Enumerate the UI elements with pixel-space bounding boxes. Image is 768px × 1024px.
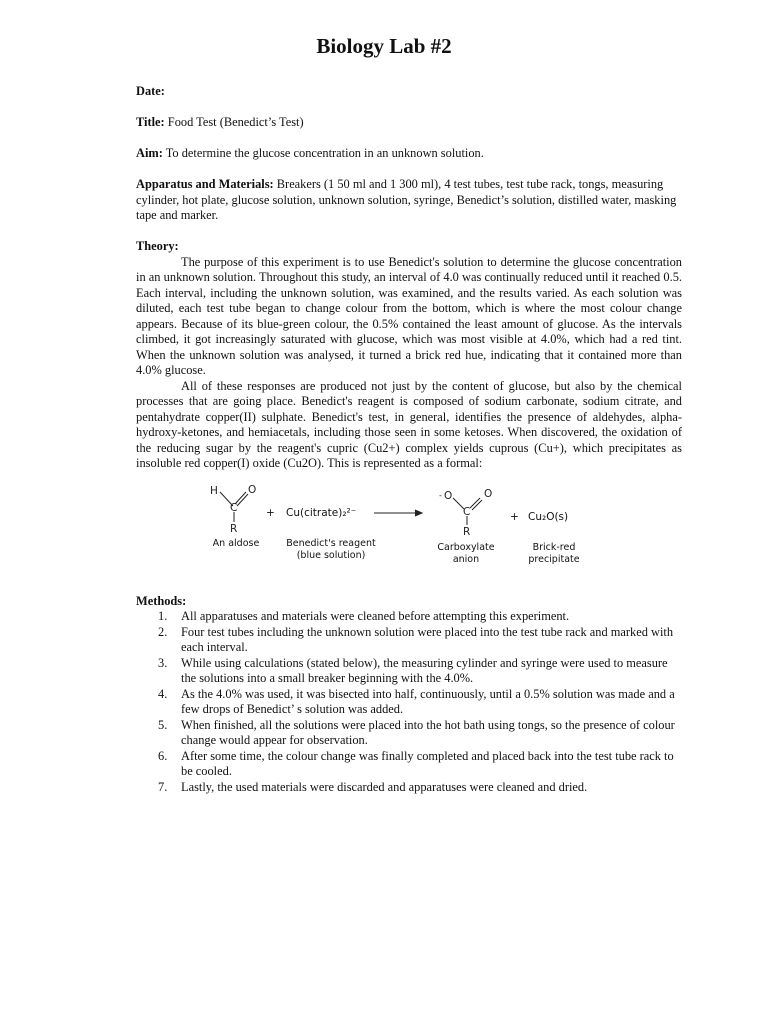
methods-item bbox=[136, 656, 682, 687]
methods-item bbox=[136, 718, 682, 749]
methods-item-text: Lastly, the used materials were discarded and apparatuses were cleaned and dried. bbox=[181, 779, 588, 794]
svg-text:-: - bbox=[439, 490, 442, 500]
carboxylate-label bbox=[426, 542, 506, 566]
carboxylate-label-line-1: Carboxylate bbox=[437, 541, 495, 553]
precipitate-label-line-2: precipitate bbox=[528, 553, 580, 565]
methods-item bbox=[136, 687, 682, 718]
page-title: Biology Lab #2 bbox=[316, 34, 452, 58]
methods-item bbox=[136, 625, 682, 656]
aim-value: To determine the glucose concentration in an unknown solution. bbox=[165, 146, 484, 160]
methods-item bbox=[136, 609, 682, 625]
methods-item-text: After some time, the colour change was finally completed and placed back into the test tube rack to be cooled. bbox=[181, 748, 674, 778]
apparatus-value: Breakers (1 50 ml and 1 300 ml), 4 test tubes, test tube rack, tongs, measuring cylinder, hot plate, glucose solution, unknown solution, syringe, Benedict’s solution, distilled water, masking tape and marker. bbox=[136, 177, 677, 222]
document-body bbox=[136, 84, 682, 795]
methods-item-number: 2. bbox=[158, 624, 168, 639]
reaction-scheme-drawing bbox=[136, 482, 682, 586]
methods-list bbox=[136, 609, 682, 795]
theory-paragraph-2: All of these responses are produced not just by the content of glucose, but also by the chemical processes that are going place. Benedict's reagent is composed of sodium carbonate, sodium citrate, and pentahydrate copper(II) sulphate. Benedict's test, in general, identifies the presence of aldehydes, alpha-hydroxy-ketones, and hemiacetals, including those seen in some ketoses. When discovered, the oxidation of the reducing sugar by the reagent's cupric (Cu2+) complex yields cuprous (Cu+), which precipitates as insoluble red copper(I) oxide (Cu2O). This is represented as a formal: bbox=[136, 378, 682, 470]
methods-item-text: As the 4.0% was used, it was bisected into half, continuously, until a 0.5% solution was made and a few drops of Benedict’ s solution was added. bbox=[181, 686, 675, 716]
aim-label: Aim: bbox=[136, 146, 163, 160]
precipitate-label bbox=[516, 542, 592, 566]
apparatus-field bbox=[136, 177, 682, 224]
theory-paragraph-1: The purpose of this experiment is to use Benedict's solution to determine the glucose concentration in an unknown solution. Throughout this study, an interval of 4.0 was continually reduced until it reached 0.5. Each interval, including the unknown solution, was examined, and the results varied. As each solution was diluted, each test tube began to change colour from the bottom, which is where the most colour change appears. Because of its blue-green colour, the 0.5% contained the least amount of glucose. As the intervals climbed, it got increasingly saturated with glucose, which was most visible at 4.0%, which had a red tint. When the unknown solution was analysed, it turned a brick red hue, indicating that it contained more than 4.0% glucose. bbox=[136, 254, 682, 377]
title-field bbox=[136, 115, 682, 131]
title-label: Title: bbox=[136, 115, 165, 129]
reaction-arrow bbox=[374, 510, 422, 516]
svg-text:R: R bbox=[463, 525, 471, 538]
methods-item-number: 6. bbox=[158, 748, 168, 763]
date-label: Date: bbox=[136, 84, 165, 98]
reagent-label-line-1: Benedict's reagent bbox=[286, 537, 376, 549]
plus-sign-1: + bbox=[266, 506, 275, 519]
reagent-label-line-2: (blue solution) bbox=[296, 549, 366, 561]
product-formula: Cu₂O(s) bbox=[528, 510, 569, 523]
plus-sign-2: + bbox=[510, 510, 519, 523]
svg-text:C: C bbox=[230, 501, 238, 514]
reagent-label bbox=[276, 538, 386, 562]
aim-field bbox=[136, 146, 682, 162]
svg-text:H: H bbox=[210, 484, 218, 497]
carboxylate-label-line-2: anion bbox=[452, 553, 480, 565]
methods-item bbox=[136, 749, 682, 780]
svg-text:O: O bbox=[444, 489, 453, 502]
aldose-label-text: An aldose bbox=[212, 537, 260, 549]
methods-item-number: 5. bbox=[158, 717, 168, 732]
methods-item-number: 1. bbox=[158, 609, 168, 623]
svg-text:R: R bbox=[230, 522, 238, 535]
svg-text:C: C bbox=[463, 505, 471, 518]
methods-label: Methods: bbox=[136, 593, 187, 608]
methods-item bbox=[136, 780, 682, 796]
aldose-label bbox=[204, 538, 268, 550]
theory-label: Theory: bbox=[136, 239, 179, 253]
apparatus-label: Apparatus and Materials: bbox=[136, 177, 274, 191]
methods-item-number: 7. bbox=[158, 779, 168, 794]
methods-item-text: When finished, all the solutions were placed into the hot bath using tongs, so the presence of colour change would appear for observation. bbox=[181, 717, 675, 747]
svg-text:O: O bbox=[248, 483, 257, 496]
methods-item-number: 3. bbox=[158, 655, 168, 670]
title-value: Food Test (Benedict’s Test) bbox=[167, 115, 304, 129]
precipitate-label-line-1: Brick-red bbox=[532, 541, 576, 553]
reagent-formula: Cu(citrate)₂²⁻ bbox=[286, 506, 357, 519]
methods-item-text: All apparatuses and materials were cleaned before attempting this experiment. bbox=[181, 609, 570, 623]
date-field bbox=[136, 84, 682, 100]
reaction-scheme bbox=[136, 482, 682, 586]
methods-item-text: Four test tubes including the unknown solution were placed into the test tube rack and marked with each interval. bbox=[181, 624, 674, 654]
svg-text:O: O bbox=[484, 487, 493, 500]
methods-item-number: 4. bbox=[158, 686, 168, 701]
methods-item-text: While using calculations (stated below), the measuring cylinder and syringe were used to measure the solutions into a small breaker beginning with the 4.0%. bbox=[181, 655, 668, 685]
